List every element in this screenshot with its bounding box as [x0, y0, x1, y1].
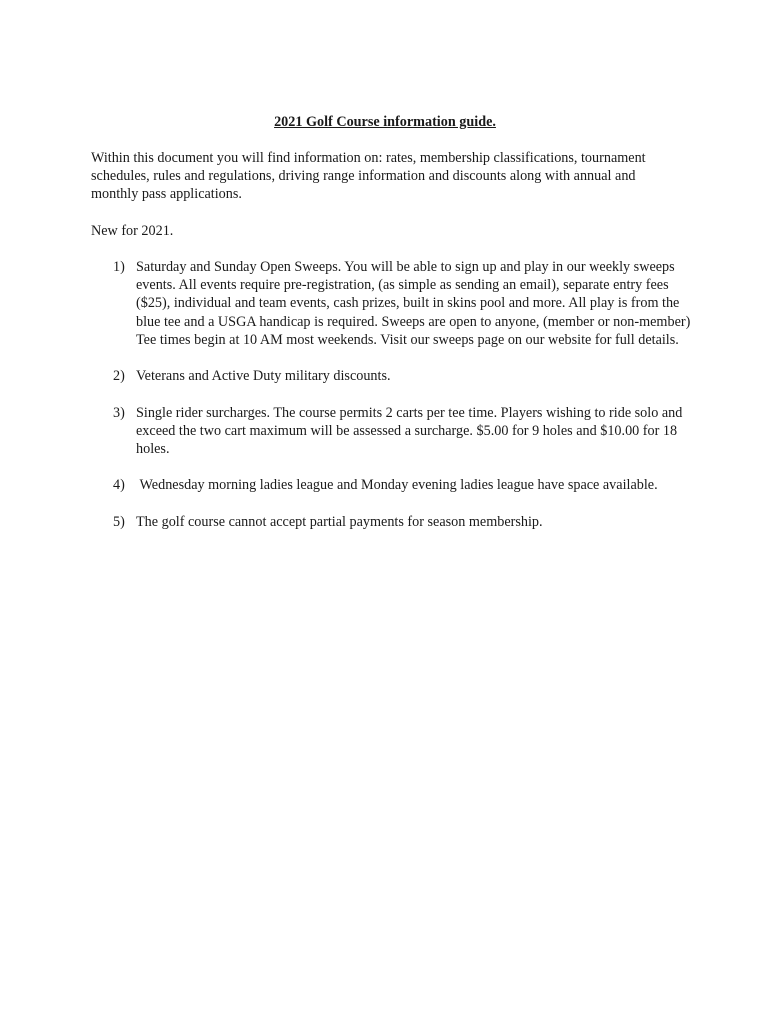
list-item-number: 5) [113, 513, 125, 530]
intro-paragraph: Within this document you will find information on: rates, membership classifications, tournament schedules, rules and regulations, driving range information and discounts along with annual and monthly pass applications. [91, 150, 646, 203]
new-for-year-heading: New for 2021. [91, 223, 174, 239]
list-item-text: The golf course cannot accept partial payments for season membership. [136, 513, 543, 530]
list-item [91, 258, 691, 349]
list-item [91, 367, 691, 385]
list-item-number: 3) [113, 404, 125, 421]
list-item [91, 513, 691, 531]
list-item-number: 2) [113, 368, 125, 385]
list-item-number: 1) [113, 259, 125, 275]
document-title: 2021 Golf Course information guide. [274, 114, 496, 130]
list-item-text: Saturday and Sunday Open Sweeps. You will be able to sign up and play in our weekly sweeps events. All events require pre-registration, (as simple as sending an email), separate entry fees ($25), individual and team events, cash prizes, built in skins pool and more. All play is from the blue tee and a USGA handicap is required. Sweeps are open to anyone, (member or non-member) Tee times begin at 10 AM most weekends. Visit our sweeps page on our website for full details. [136, 259, 691, 348]
list-item [91, 476, 691, 494]
list-item-number: 4) [113, 477, 125, 494]
new-features-list [91, 258, 691, 549]
list-item [91, 404, 691, 459]
list-item-text: Single rider surcharges. The course permits 2 carts per tee time. Players wishing to ride solo and exceed the two cart maximum will be assessed a surcharge. $5.00 for 9 holes and $10.00 for 18 holes. [136, 404, 683, 457]
list-item-text: Wednesday morning ladies league and Monday evening ladies league have space available. [136, 477, 658, 494]
list-item-text: Veterans and Active Duty military discounts. [136, 368, 391, 385]
